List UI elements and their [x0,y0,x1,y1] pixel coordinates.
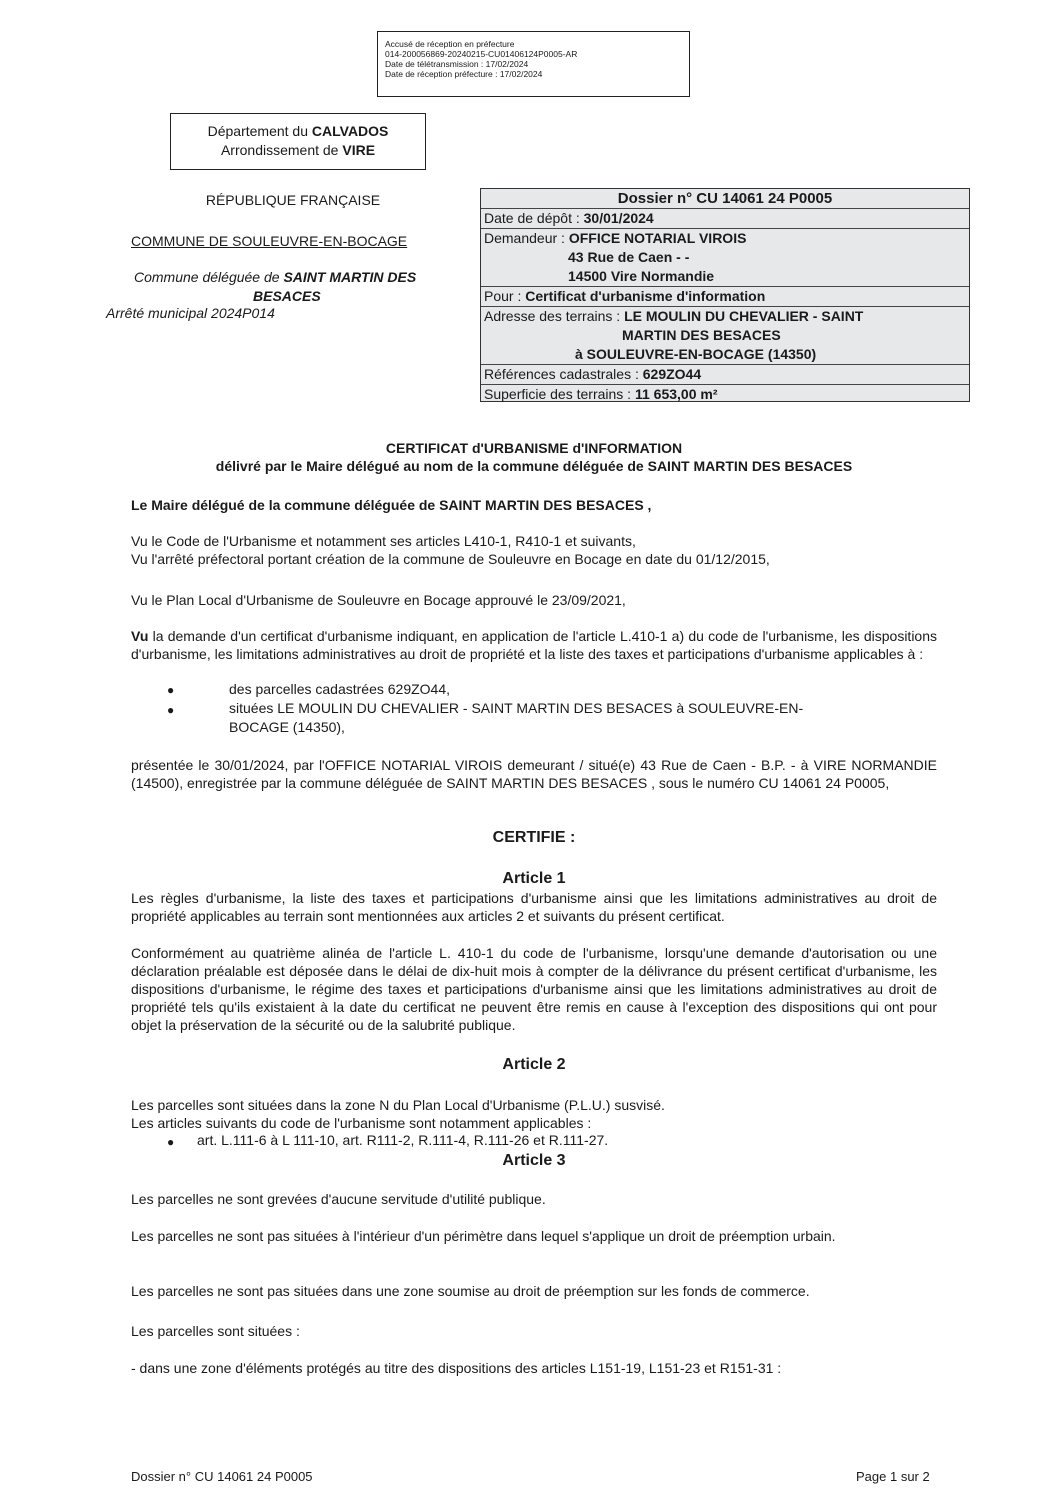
stamp-line: Date de réception préfecture : 17/02/2024 [385,69,543,79]
certificate-subtitle: délivré par le Maire délégué au nom de la commune déléguée de SAINT MARTIN DES BESACES [215,458,853,474]
vu-bold: Vu [131,628,149,644]
dossier-box [480,188,970,402]
references-label: Références cadastrales : [484,366,643,382]
vu-code-urbanisme: Vu le Code de l'Urbanisme et notamment ses articles L410-1, R410-1 et suivants, [131,533,636,549]
article-1-para-1: Les règles d'urbanisme, la liste des taxes et participations d'urbanisme ainsi que les limitations administratives au droit de propriété applicables au terrain sont mentionnées aux articles 2 et suivants du présent certificat. [131,890,937,924]
depot-value: 30/01/2024 [583,210,654,226]
presentee-paragraph: présentée le 30/01/2024, par l'OFFICE NOTARIAL VIROIS demeurant / situé(e) 43 Rue de Caen - B.P. - à VIRE NORMANDIE (14500), enregistrée par la commune déléguée de SAINT MARTIN DES BESACES , sous le numéro CU 14061 24 P0005, [131,757,937,791]
article-3-title: Article 3 [502,1152,566,1169]
dossier-title: Dossier n° CU 14061 24 P0005 [481,189,969,209]
article-3-para-2: Les parcelles ne sont pas situées à l'intérieur d'un périmètre dans lequel s'applique un droit de préemption urbain. [131,1228,836,1244]
superficie-value: 11 653,00 m² [634,386,718,402]
delegated-commune-line2: BESACES [253,288,321,304]
demandeur-name: OFFICE NOTARIAL VIROIS [568,230,747,246]
article-3-para-5: - dans une zone d'éléments protégés au titre des dispositions des articles L151-19, L151-23 et R151-31 : [131,1360,782,1376]
bullet-icon: ● [167,683,175,697]
certifie-heading: CERTIFIE : [492,829,576,846]
vu-demande-text: la demande d'un certificat d'urbanisme indiquant, en application de l'article L.410-1 a) du code de l'urbanisme, les dispositions d'urbanisme, les limitations administratives au droit de propriété et la liste des taxes et participations d'urbanisme applicables à : [131,628,937,662]
demandeur-label: Demandeur : [484,230,569,246]
superficie-label: Superficie des terrains : [484,386,635,402]
arrondissement-line [171,141,425,160]
department-name: CALVADOS [311,123,389,139]
department-prefix: Département du [207,123,312,139]
adresse-line-2: MARTIN DES BESACES [622,327,781,343]
arrete-municipal: Arrêté municipal 2024P014 [106,305,275,321]
vu-arrete-prefectoral: Vu l'arrêté préfectoral portant création de la commune de Souleuvre en Bocage en date du 01/12/2015, [131,551,770,567]
delegated-commune-line1 [134,268,416,287]
arrondissement-name: VIRE [342,142,376,158]
bullet-parcelles: des parcelles cadastrées 629ZO44, [229,681,451,697]
dossier-superficie [481,385,969,404]
article-3-para-3: Les parcelles ne sont pas situées dans une zone soumise au droit de préemption sur les fonds de commerce. [131,1283,810,1299]
article-3-para-4: Les parcelles sont situées : [131,1323,300,1339]
pour-value: Certificat d'urbanisme d'information [525,288,766,304]
stamp-line: 014-200056869-20240215-CU01406124P0005-AR [385,49,578,59]
footer-page-number: Page 1 sur 2 [856,1469,930,1484]
demandeur-address-1: 43 Rue de Caen - - [568,249,690,265]
commune-heading: COMMUNE DE SOULEUVRE-EN-BOCAGE [131,233,408,249]
stamp-line: Date de télétransmission : 17/02/2024 [385,59,529,69]
certificate-title: CERTIFICAT d'URBANISME d'INFORMATION [385,440,683,456]
adresse-line-3: à SOULEUVRE-EN-BOCAGE (14350) [575,346,817,362]
delegated-name-1: SAINT MARTIN DES [283,269,417,285]
dossier-adresse [481,307,969,365]
demandeur-address-2: 14500 Vire Normandie [568,268,715,284]
dossier-references [481,365,969,385]
bullet-icon: ● [167,703,175,717]
bullet-icon: ● [167,1135,175,1149]
delegated-prefix: Commune déléguée de [134,269,284,285]
bullet-situees-2: BOCAGE (14350), [229,719,345,735]
depot-label: Date de dépôt : [484,210,584,226]
department-line [171,122,425,141]
dossier-depot [481,209,969,229]
adresse-line-1: LE MOULIN DU CHEVALIER - SAINT [624,308,864,324]
vu-plu: Vu le Plan Local d'Urbanisme de Souleuvre en Bocage approuvé le 23/09/2021, [131,592,626,608]
footer-dossier-number: Dossier n° CU 14061 24 P0005 [131,1469,313,1484]
stamp-line: Accusé de réception en préfecture [385,39,515,49]
vu-demande [131,627,937,663]
references-value: 629ZO44 [642,366,702,382]
reception-stamp [377,31,690,97]
article-1-para-2: Conformément au quatrième alinéa de l'article L. 410-1 du code de l'urbanisme, lorsqu'une demande d'autorisation ou une déclaration préalable est déposée dans le délai de dix-huit mois à compter de la délivrance du présent certificat d'urbanisme, les dispositions d'urbanisme, le régime des taxes et participations d'urbanisme ainsi que les limitations administratives au droit de propriété tels qu'ils existaient à la date du certificat ne peuvent être remis en cause à l'exception des dispositions qui ont pour objet la préservation de la sécurité ou de la salubrité publique. [131,945,937,1033]
article-2-title: Article 2 [502,1056,566,1073]
dossier-demandeur [481,229,969,287]
republic-heading: RÉPUBLIQUE FRANÇAISE [205,192,381,208]
article-2-para-2: Les articles suivants du code de l'urbanisme sont notamment applicables : [131,1115,592,1131]
article-2-bullet: art. L.111-6 à L 111-10, art. R111-2, R.111-4, R.111-26 et R.111-27. [197,1132,609,1148]
adresse-label: Adresse des terrains : [484,308,625,324]
maire-line: Le Maire délégué de la commune déléguée de SAINT MARTIN DES BESACES , [131,497,652,513]
arrondissement-prefix: Arrondissement de [220,142,343,158]
department-box [170,113,426,170]
article-1-title: Article 1 [502,870,566,887]
bullet-situees-1: situées LE MOULIN DU CHEVALIER - SAINT MARTIN DES BESACES à SOULEUVRE-EN- [229,700,804,716]
article-3-para-1: Les parcelles ne sont grevées d'aucune servitude d'utilité publique. [131,1191,546,1207]
pour-label: Pour : [484,288,526,304]
dossier-pour [481,287,969,307]
article-2-para-1: Les parcelles sont situées dans la zone N du Plan Local d'Urbanisme (P.L.U.) susvisé. [131,1097,665,1113]
